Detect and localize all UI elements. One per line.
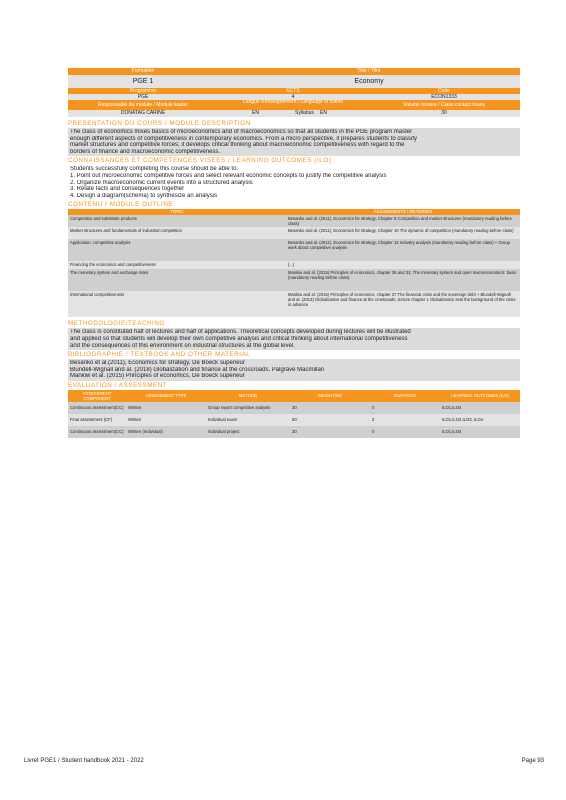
- title-label: Title / Titre: [357, 68, 381, 74]
- volume-label: Volume horaire / Class contact hours: [403, 102, 485, 108]
- outline-row: [68, 215, 520, 227]
- eval-component: Continuous assessment(CC): [70, 429, 124, 435]
- methodology-line: The class is constituted half of lectures and half of applications. Theoretical concepts developed during lectures will be illustrated: [70, 329, 411, 336]
- eval-outcomes: ILO1,ILO4: [442, 405, 462, 411]
- methodology-line: and the consequences of this environment on industrial structures at the global level.: [70, 342, 295, 349]
- eval-header-method: METHOD: [238, 393, 258, 399]
- presentation-line: market structures and competitive forces; it develops critical thinking about macroeconomic competitiveness with regard to the: [70, 142, 405, 149]
- code-label: Code: [438, 88, 450, 94]
- header-label-row: [68, 68, 520, 75]
- presentation-line: borders of finance and macroeconomic competitiveness.: [70, 148, 221, 155]
- eval-duration: 0: [372, 429, 375, 435]
- methodology-body: [68, 328, 520, 350]
- outline-row: [68, 291, 520, 317]
- formation-value: PGE 1: [132, 78, 154, 85]
- outline-topic: International competitiveness: [70, 292, 125, 298]
- outline-reading: (...): [288, 262, 295, 268]
- evaluation-row: [68, 426, 520, 438]
- syllabus-page: [68, 68, 520, 438]
- ects-label: ECTS: [286, 88, 300, 94]
- learning-outcomes-heading: CONNAISSANCES ET COMPETENCES VISEES / LEARNING OUTCOMES (ILO): [68, 157, 332, 165]
- outline-topic: Competition and substitute products: [70, 216, 137, 222]
- outline-reading: Mankiw and al. (2015) Principles of economics, chapter 36 and 33, The monetary system and open macroeconomics: basic (mandatory reading before class): [288, 270, 517, 281]
- responsable-label-row: [68, 100, 520, 110]
- formation-label: Formation: [131, 68, 155, 74]
- footer-page-number: Page 93: [521, 758, 544, 764]
- eval-method: Individual exam: [208, 417, 238, 423]
- eval-type: Written (Individual): [128, 429, 163, 435]
- eval-type: Written: [128, 417, 142, 423]
- outline-topic: The monetary system and exchange rates: [70, 270, 149, 276]
- outline-row: [68, 239, 520, 261]
- page-footer: [24, 758, 544, 764]
- methodology-line: and applied so that students will develop their own competitive analysis and critical thinking about international competitiveness: [70, 335, 408, 342]
- eval-header-duration: DURATION: [394, 393, 416, 399]
- presentation-line: enough different aspects of competitiveness in contemporary economics. From a micro perspective, it prepares students to classify: [70, 135, 418, 142]
- responsable-label: Responsable du module / Module leader: [98, 102, 188, 108]
- eval-duration: 0: [372, 405, 375, 411]
- syllabus-label: Syllabus: [295, 110, 314, 116]
- programme-value: PGE: [137, 94, 149, 100]
- outline-reading: Mankiw and al. (2015) Principles of economics, chapter 37 The financial crisis and the sovereign debt + Blundell-Wignall and al. (2013) Globalization and finance at the crossroads, lecture chapter 1 Globalization sets the background of the crisis in advance: [288, 292, 516, 308]
- eval-outcomes: ILO1,ILO2,ILO3, ILO4: [442, 417, 483, 423]
- ilo-line: Students successfully completing this course should be able to:: [70, 166, 239, 173]
- evaluation-header-row: [68, 390, 520, 402]
- outline-row: [68, 261, 520, 269]
- responsable-value: DONATAG CARINE: [120, 110, 166, 116]
- eval-header-type: ASSESSMENT TYPE: [145, 393, 187, 399]
- outline-topic-header: TOPIC: [170, 209, 184, 215]
- langue-label: Langue d'enseignement / Language of tuition: [243, 100, 343, 105]
- ects-value: 4: [291, 94, 295, 100]
- ilo-line: 3. Relate facts and consequences together: [70, 186, 185, 193]
- outline-row: [68, 227, 520, 239]
- evaluation-row: [68, 402, 520, 414]
- volume-value: 30: [441, 110, 447, 116]
- learning-outcomes-body: [68, 165, 520, 200]
- eval-header-component: ASSESSMENT COMPONENT: [82, 390, 112, 401]
- syllabus-value: EN: [320, 110, 327, 116]
- evaluation-table: [68, 390, 520, 438]
- bibliography-heading: BIBLIOGRAPHIE / TEXTBOOK AND OTHER MATERIAL: [68, 351, 251, 359]
- presentation-body: [68, 128, 520, 156]
- outline-reading: Besanko and al. (2011), Economics for strategy, Chapter 10 The dynamic of competition (mandatory reading before class): [288, 228, 514, 234]
- evaluation-heading: EVALUATION / ASSESSMENT: [68, 381, 168, 389]
- bibliography-line: Mankiw et al. (2015) Principles of economics, De Boeck superieur: [70, 373, 245, 380]
- ilo-line: 4. Design a diagram(schema) to synthesize an analysis: [70, 192, 218, 199]
- outline-topic: Application: competitive analysis: [70, 240, 131, 246]
- eval-type: Written: [128, 405, 142, 411]
- evaluation-row: [68, 414, 520, 426]
- methodology-heading: METHODOLOGIE/TEACHING: [68, 320, 165, 328]
- eval-component: Final assessment (CF): [70, 417, 113, 423]
- header-value-row: [68, 75, 520, 88]
- eval-header-weighting: WEIGHTING: [317, 393, 343, 399]
- bibliography-line: Blundell-Wignall and al. (2018) Globalization and finance at the crossroads, Palgrave Macmillan: [70, 366, 325, 373]
- outline-table: [68, 209, 520, 317]
- outline-row: [68, 269, 520, 291]
- eval-method: Individual project: [208, 429, 240, 435]
- eval-header-outcomes: LEARNING OUTCOMES (ILO): [451, 393, 509, 399]
- outline-reading: Besanko and al. (2011), Economics for strategy, Chapter 8 Competition and market structures (mandatory reading before class): [288, 216, 512, 227]
- outline-reading: Besanko and al. (2011), Economics for strategy, Chapter 12 Industry analysis (mandatory reading before class) + Group work about competitive analysis: [288, 240, 511, 251]
- eval-outcomes: ILO1,ILO4: [442, 429, 462, 435]
- ilo-line: 2. Organize macroeconomic current events into a structured analysis: [70, 179, 253, 186]
- ilo-line: 1. Point out microeconomic competitive forces and select relevant economic concepts to justify the competitive analysis: [70, 172, 387, 179]
- presentation-line: The class of economics mixes basics of microeconomics and of macroeconomics so that all students in the PGE program master: [70, 129, 413, 135]
- outline-topic: Financing the economics and competitiveness: [70, 262, 156, 268]
- outline-heading: CONTENU / MODULE OUTLINE: [68, 201, 174, 209]
- eval-weighting: 20: [292, 405, 297, 411]
- footer-handbook-label: Livret PGE1 / Student handbook 2021 - 2022: [24, 758, 144, 764]
- bibliography-line: Besanko et al.(2011), Economics for strategy, De Boeck superieur: [70, 360, 245, 367]
- title-value: Economy: [354, 78, 384, 85]
- outline-reading-header: ASSIGNMENTS / READINGS: [373, 209, 433, 215]
- eval-duration: 2: [372, 417, 375, 423]
- outline-topic: Market structures and fundamentals of industrial competition: [70, 228, 182, 234]
- eval-weighting: 60: [292, 417, 297, 423]
- responsable-value-row: [68, 110, 520, 117]
- eval-component: Continuous assessment(CC): [70, 405, 124, 411]
- eval-method: Group report competitive analysis: [208, 405, 271, 411]
- presentation-heading: PRESENTATION DU COURS / MODULE DESCRIPTION: [68, 120, 251, 127]
- code-value: ECON1333: [431, 94, 457, 100]
- programme-label: Programme: [129, 88, 157, 94]
- eval-weighting: 20: [292, 429, 297, 435]
- bibliography-body: [68, 359, 520, 381]
- langue-value: EN: [252, 110, 259, 116]
